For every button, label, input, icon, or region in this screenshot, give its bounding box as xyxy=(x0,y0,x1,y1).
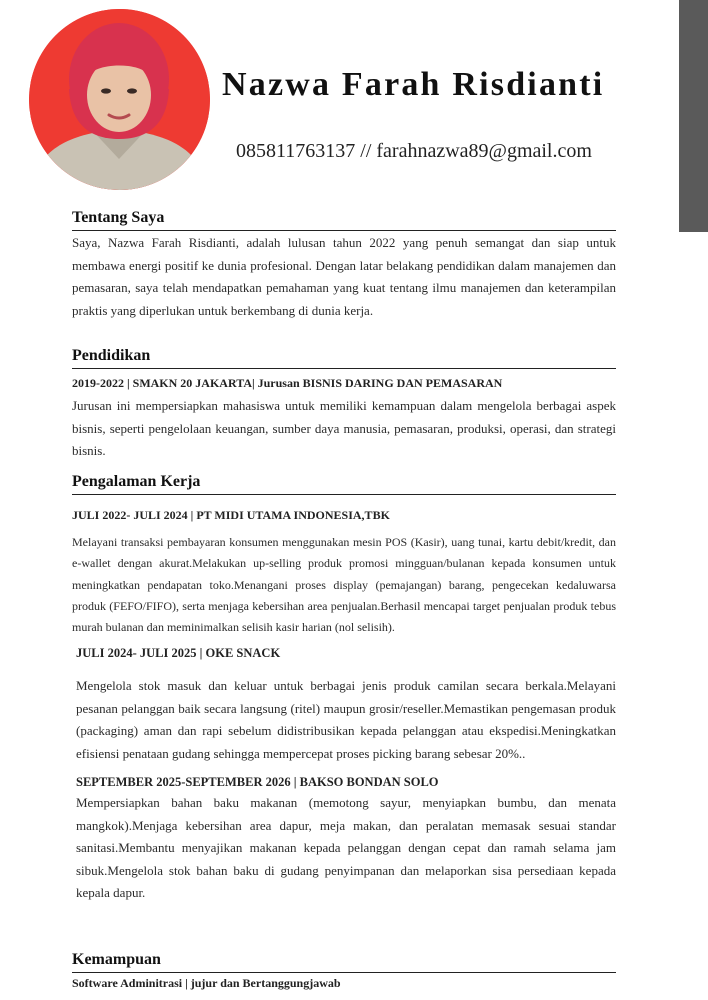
profile-photo xyxy=(29,9,210,190)
education-title: Pendidikan xyxy=(72,346,616,369)
contact-info: 085811763137 // farahnazwa89@gmail.com xyxy=(236,140,592,162)
experience-title: Pengalaman Kerja xyxy=(72,472,616,495)
job-description: Mengelola stok masuk dan keluar untuk berbagai jenis produk camilan secara berkala.Melayani pesanan pelanggan baik secara langsung (ritel) maupun grosir/reseller.Memastikan pengemasan produk (packaging) aman dan rapi sebelum didistribusikan kepada pelanggan atau ekspedisi.Meningkatkan efisiensi penataan gudang sehingga mempercepat proses picking barang sebesar 20%.. xyxy=(76,678,616,761)
job-heading: JULI 2022- JULI 2024 | PT MIDI UTAMA INDONESIA,TBK xyxy=(72,508,390,522)
about-text: Saya, Nazwa Farah Risdianti, adalah lulusan tahun 2022 yang penuh semangat dan siap untuk membawa energi positif ke dunia profesional. Dengan latar belakang pendidikan dalam manajemen dan pemasaran, saya telah mendapatkan pemahaman yang kuat tentang ilmu manajemen dan keterampilan praktis yang diperlukan untuk berkembang di dunia kerja. xyxy=(72,235,616,318)
education-section xyxy=(72,346,616,463)
job-description: Mempersiapkan bahan baku makanan (memotong sayur, menyiapkan bumbu, dan menata mangkok).Menjaga kebersihan area dapur, meja makan, dan peralatan memasak sesuai standar sanitasi.Membantu menyajikan makanan kepada pelanggan dengan cepat dan ramah selama jam sibuk.Mengelola stok bahan baku di gudang penyimpanan dan melaporkan sisa persediaan kepada kepala dapur. xyxy=(76,795,616,901)
education-entry-heading: 2019-2022 | SMAKN 20 JAKARTA| Jurusan BISNIS DARING DAN PEMASARAN xyxy=(72,376,503,390)
applicant-name: Nazwa Farah Risdianti xyxy=(222,66,605,103)
experience-section xyxy=(72,472,616,905)
education-entry-text: Jurusan ini mempersiapkan mahasiswa untuk memiliki kemampuan dalam mengelola berbagai aspek bisnis, seperti pengelolaan keuangan, sumber daya manusia, pemasaran, produksi, operasi, dan strategi bisnis. xyxy=(72,398,616,458)
skills-section xyxy=(72,950,616,992)
skills-title: Kemampuan xyxy=(72,950,616,973)
about-section xyxy=(72,208,616,322)
job-heading: JULI 2024- JULI 2025 | OKE SNACK xyxy=(76,646,281,661)
job-description: Melayani transaksi pembayaran konsumen menggunakan mesin POS (Kasir), uang tunai, kartu debit/kredit, dan e-wallet dengan akurat.Melakukan up-selling produk promosi mingguan/bulanan kepada konsumen untuk meningkatkan pendapatan toko.Menangani proses display (pemajangan) barang, pengecekan kedaluwarsa produk (FEFO/FIFO), serta menjaga kebersihan area penjualan.Berhasil mencapai target penjualan produk tebus murah bulanan dan meminimalkan selisih kasir harian (nol selisih). xyxy=(72,535,616,635)
about-title: Tentang Saya xyxy=(72,208,616,231)
side-bar xyxy=(679,0,708,232)
skills-text: Software Adminitrasi | jujur dan Bertanggungjawab xyxy=(72,976,341,990)
job-heading: SEPTEMBER 2025-SEPTEMBER 2026 | BAKSO BONDAN SOLO xyxy=(76,775,439,790)
